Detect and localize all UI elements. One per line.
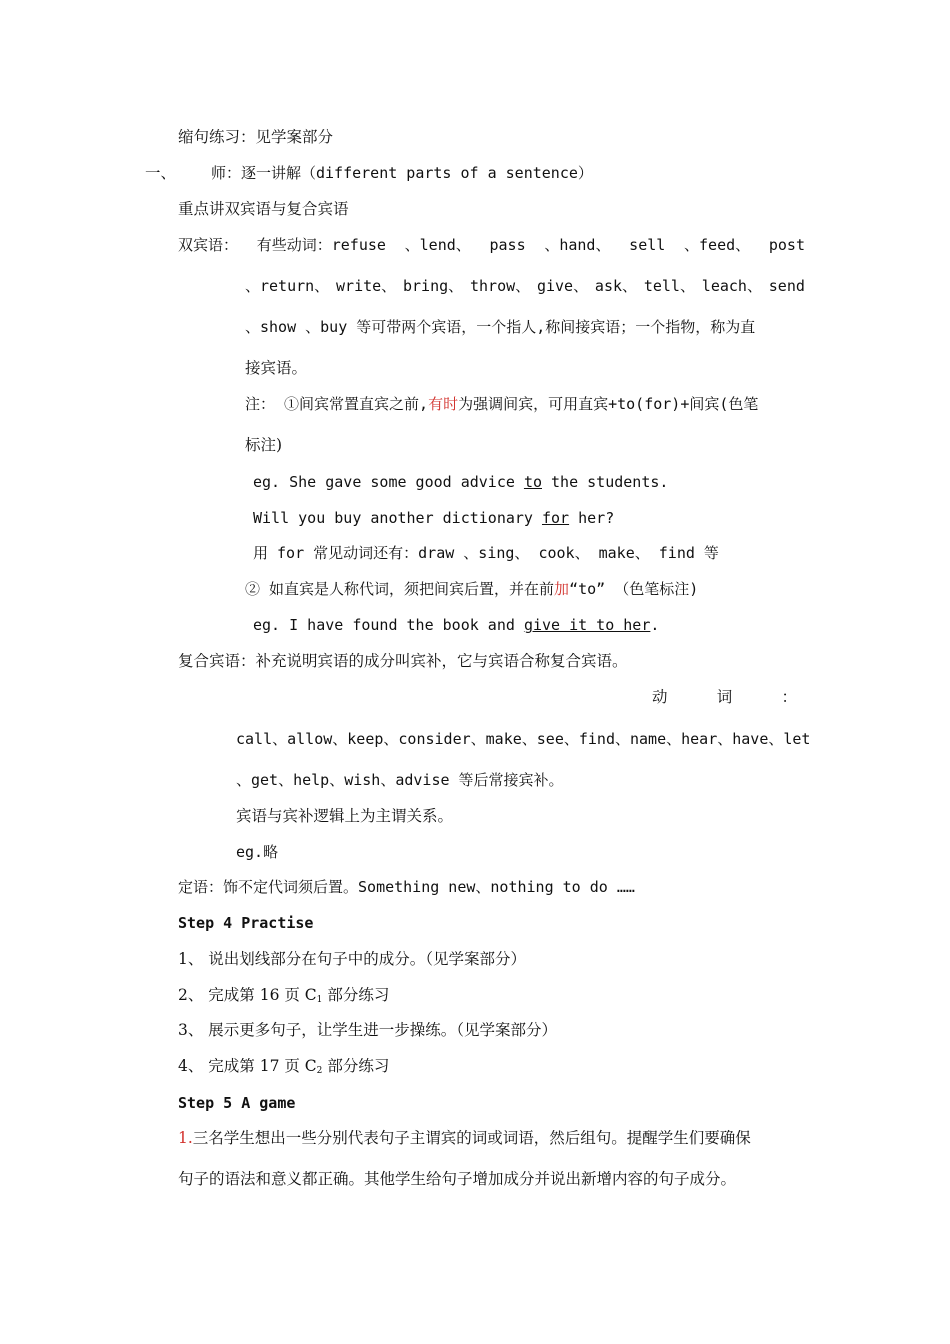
line-verbs-continued <box>245 276 805 296</box>
line-example-dictionary <box>253 508 614 528</box>
line-teacher-explain <box>211 163 593 183</box>
text: 重点讲双宾语与复合宾语 <box>178 200 349 218</box>
text: 为强调间宾，可用直宾+to(for)+间宾(色笔 <box>458 395 759 413</box>
line-direct-object <box>245 358 307 378</box>
text: eg.略 <box>236 843 279 861</box>
text: 注： ①间宾常置直宾之前, <box>245 395 429 413</box>
word: 、lend、 <box>404 236 471 254</box>
word: 有些动词：refuse <box>256 236 386 254</box>
underlined-phrase: give it to her <box>523 616 651 634</box>
text: “to” （色笔标注) <box>569 580 699 598</box>
line-complement-verbs <box>236 729 810 749</box>
text: Will you buy another dictionary <box>253 509 542 527</box>
word: throw、 <box>469 277 531 295</box>
highlight-red: 有时 <box>428 395 459 413</box>
text: 、show 、buy 等可带两个宾语，一个指人,称间接宾语；一个指物，称为直 <box>245 318 756 336</box>
word: send <box>768 277 805 295</box>
word: write、 <box>336 277 397 295</box>
list-number: 一、 <box>145 164 177 182</box>
text: 、get、help、wish、advise 等后常接宾补。 <box>236 771 564 789</box>
underlined-word: for <box>541 509 570 527</box>
text: 4、 完成第 17 页 C <box>178 1057 317 1075</box>
heading: Step 5 A game <box>178 1094 296 1112</box>
line-double-object-verbs <box>178 235 805 255</box>
step-4-heading <box>178 913 313 933</box>
text: 部分练习 <box>322 1057 390 1075</box>
word: ： <box>781 688 797 706</box>
line-note-one <box>245 394 758 414</box>
text: . <box>650 616 660 634</box>
practise-item-3 <box>178 1020 557 1040</box>
underlined-word: to <box>523 473 542 491</box>
word: tell、 <box>643 277 695 295</box>
term-label: 双宾语： <box>178 236 239 254</box>
line-section-one-number <box>145 163 176 183</box>
game-item-1-cont <box>178 1169 736 1189</box>
line-eg-omitted <box>236 842 278 862</box>
line-complex-object <box>178 651 628 671</box>
line-complement-verbs-cont <box>236 770 564 790</box>
list-number: 1. <box>178 1129 193 1147</box>
word: bring、 <box>403 277 464 295</box>
word: 、feed、 <box>684 236 751 254</box>
text: 1、 说出划线部分在句子中的成分。（见学案部分） <box>178 950 527 968</box>
text: 2、 完成第 16 页 C <box>178 986 317 1004</box>
line-subject-predicate <box>236 806 453 826</box>
word: 、return、 <box>245 277 330 295</box>
line-note-two <box>245 579 698 599</box>
practise-item-1 <box>178 949 526 969</box>
text: eg. She gave some good advice <box>253 473 524 491</box>
line-focus <box>178 199 349 219</box>
line-note-one-cont <box>245 435 282 455</box>
text: the students. <box>542 473 669 491</box>
word: leach、 <box>701 277 762 295</box>
text: her? <box>569 509 615 527</box>
text: call、allow、keep、consider、make、see、find、name、hear、have、let <box>236 730 811 748</box>
text: 标注) <box>245 436 283 454</box>
line-verbs-label <box>652 687 797 707</box>
text: 部分练习 <box>322 986 390 1004</box>
text: 接宾语。 <box>245 359 308 377</box>
word: post <box>768 236 805 254</box>
text: 宾语与宾补逻辑上为主谓关系。 <box>236 807 454 825</box>
word: give、 <box>536 277 589 295</box>
word: 动 <box>652 688 668 706</box>
text: 定语：饰不定代词须后置。Something new、nothing to do …… <box>178 878 635 896</box>
heading: Step 4 Practise <box>178 914 314 932</box>
practise-item-2 <box>178 985 389 1010</box>
word: ask、 <box>594 277 638 295</box>
line-summary-exercise <box>178 127 333 147</box>
line-for-verbs <box>253 543 719 563</box>
text: 三名学生想出一些分别代表句子主谓宾的词或词语，然后组句。提醒学生们要确保 <box>192 1129 751 1147</box>
text: 3、 展示更多句子，让学生进一步操练。（见学案部分） <box>178 1021 558 1039</box>
subscript: 2 <box>316 1066 323 1076</box>
practise-item-4 <box>178 1056 389 1081</box>
word: sell <box>629 236 666 254</box>
line-example-advice <box>253 472 668 492</box>
text: 句子的语法和意义都正确。其他学生给句子增加成分并说出新增内容的句子成分。 <box>178 1170 737 1188</box>
text: 复合宾语：补充说明宾语的成分叫宾补，它与宾语合称复合宾语。 <box>178 652 628 670</box>
step-5-heading <box>178 1093 295 1113</box>
game-item-1 <box>178 1128 751 1148</box>
word: pass <box>489 236 526 254</box>
word: 、hand、 <box>544 236 611 254</box>
line-example-found-book <box>253 615 659 635</box>
line-indirect-direct-object <box>245 317 755 337</box>
text: 师：逐一讲解（different parts of a sentence） <box>211 164 593 182</box>
word: 词 <box>716 688 733 706</box>
text: 缩句练习：见学案部分 <box>178 128 334 146</box>
text: 用 for 常见动词还有：draw 、sing、 cook、 make、 find 等 <box>253 544 719 562</box>
highlight-red: 加 <box>554 580 570 598</box>
text: ② 如直宾是人称代词，须把间宾后置，并在前 <box>245 580 555 598</box>
text: eg. I have found the book and <box>253 616 524 634</box>
subscript: 1 <box>316 995 323 1005</box>
line-attribute <box>178 877 635 897</box>
